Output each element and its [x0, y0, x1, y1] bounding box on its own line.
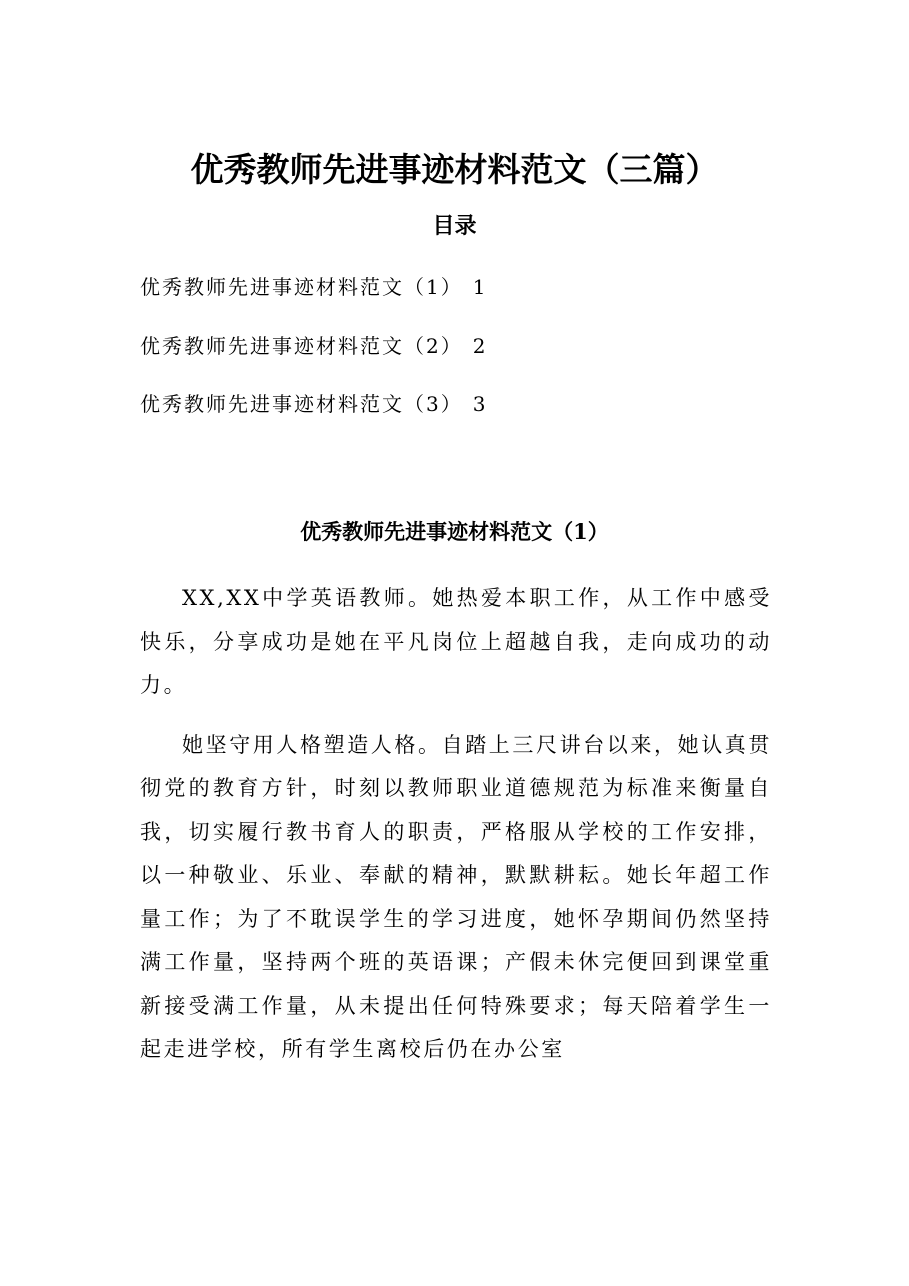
toc-entry-page-number: 2 [472, 333, 486, 358]
toc-entry-label: 优秀教师先进事迹材料范文（1） [140, 275, 463, 299]
toc-entry-page-number: 3 [472, 392, 486, 416]
body-paragraph-2: 她坚守用人格塑造人格。自踏上三尺讲台以来，她认真贯彻党的教育方针，时刻以教师职业道德规范为标准来衡量自我，切实履行教书育人的职责，严格服从学校的工作安排，以一种敬业、乐业、奉献的精神，默默耕耘。她长年超工作量工作；为了不耽误学生的学习进度，她怀孕期间仍然坚持满工作量，坚持两个班的英语课；产假未休完便回到课堂重新接受满工作量，从未提出任何特殊要求；每天陪着学生一起走进学校，所有学生离校后仍在办公室 [140, 732, 772, 1061]
document-title: 优秀教师先进事迹材料范文（三篇） [190, 150, 719, 189]
toc-entry-label: 优秀教师先进事迹材料范文（3） [140, 392, 463, 416]
table-of-contents [140, 266, 485, 442]
section-body [140, 577, 772, 1088]
section-title: 优秀教师先进事迹材料范文（1） [300, 519, 609, 544]
toc-entry-page-number: 1 [472, 275, 486, 299]
toc-heading: 目录 [432, 213, 477, 239]
body-paragraph-1: XX,XX中学英语教师。她热爱本职工作，从工作中感受快乐，分享成功是她在平凡岗位上超越自我，走向成功的动力。 [140, 586, 772, 697]
toc-entry-3[interactable] [140, 383, 485, 442]
toc-entry-1[interactable] [140, 266, 485, 325]
toc-entry-label: 优秀教师先进事迹材料范文（2） [140, 333, 463, 358]
toc-entry-2[interactable] [140, 325, 485, 384]
